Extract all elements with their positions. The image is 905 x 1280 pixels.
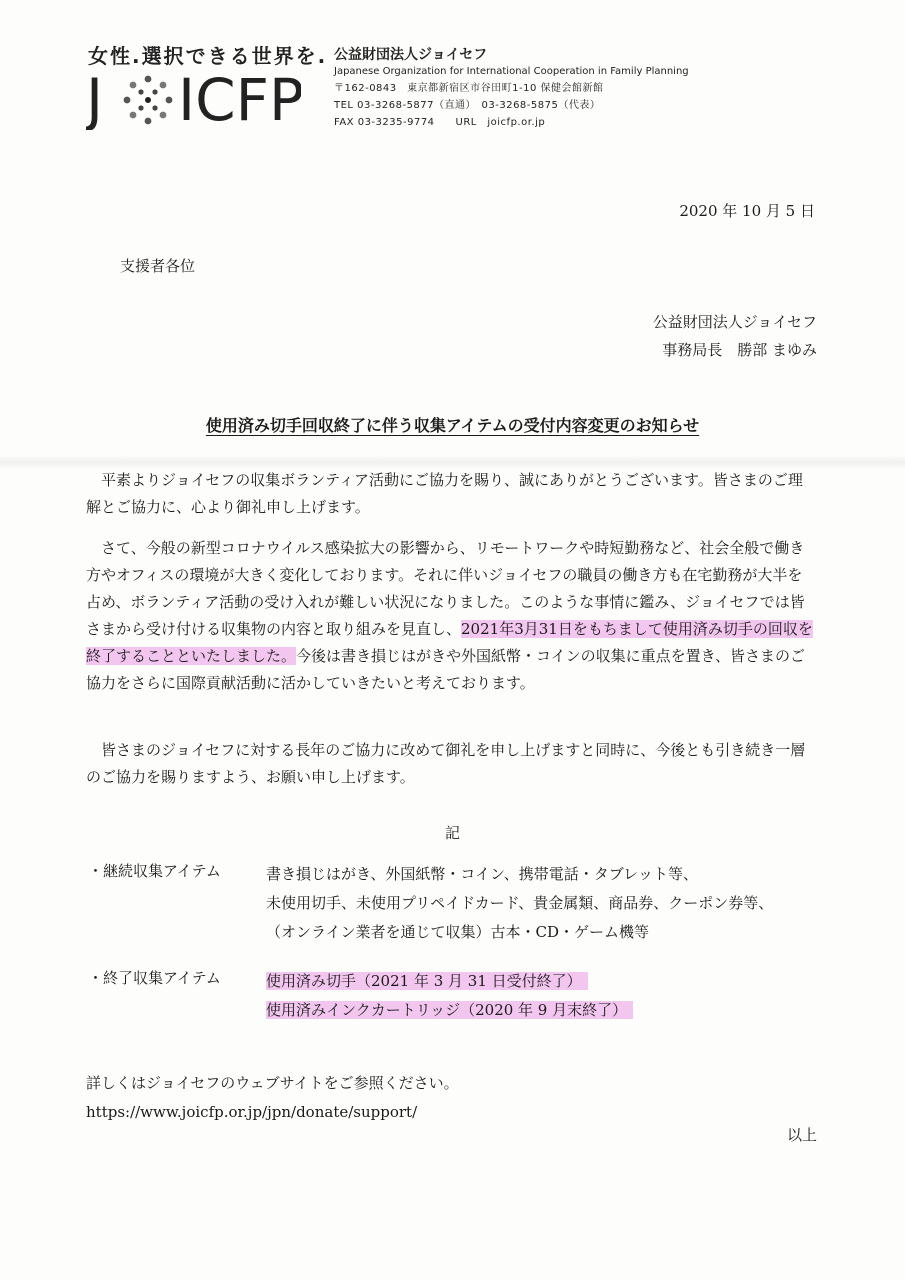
continuing-item-line: 書き損じはがき、外国紙幣・コイン、携帯電話・タブレット等、 — [266, 865, 699, 883]
ki-heading: 記 — [444, 824, 460, 842]
ended-item-line: 使用済みインクカートリッジ（2020 年 9 月末終了） — [266, 1001, 633, 1019]
svg-text:J: J — [86, 66, 104, 130]
ended-items-label: ・終了収集アイテム — [88, 969, 221, 987]
sender-block — [653, 308, 817, 364]
paragraph-closing: 皆さまのジョイセフに対する長年のご協力に改めて御礼を申し上げますと同時に、今後とも引き続き一層のご協力を賜りますよう、お願い申し上げます。 — [86, 741, 806, 786]
addressee: 支援者各位 — [120, 257, 196, 275]
items-list — [88, 860, 773, 1025]
logo-dot-circle-icon — [124, 76, 173, 125]
continuing-items-row — [88, 860, 773, 947]
letter-date: 2020 年 10 月 5 日 — [679, 202, 815, 220]
paragraph-main-part1: さて、今般の新型コロナウイルス感染拡大の影響から、リモートワークや時短勤務など、社会全般で働き方やオフィスの環境が大きく変化しております。それに伴いジョイセフの職員の働き方も在宅勤務が大半を占め、ボランティア活動の受け入れが難しい状況になりました。このような事情に鑑み、ジョイセフでは皆さまから受け付ける収集物の内容と取り組みを見直し、 — [86, 539, 805, 638]
org-tel: TEL 03-3268-5877（直通） 03-3268-5875（代表） — [334, 100, 601, 111]
ended-items-row — [88, 967, 773, 1025]
more-info-block — [86, 1069, 459, 1127]
org-name-en: Japanese Organization for International Cooperation in Family Planning — [334, 66, 689, 77]
ended-item-line: 使用済み切手（2021 年 3 月 31 日受付終了） — [266, 972, 588, 990]
sender-org: 公益財団法人ジョイセフ — [652, 313, 817, 331]
highlighted-end-notice: 2021年3月31日をもちまして使用済み切手の回収を終了することといたしました。 — [86, 620, 813, 665]
tagline: 女性.選択できる世界を. — [88, 44, 328, 68]
sender-name: 事務局長 勝部 まゆみ — [662, 341, 817, 359]
continuing-items-label: ・継続収集アイテム — [88, 862, 221, 880]
website-url: https://www.joicfp.or.jp/jpn/donate/support/ — [86, 1103, 418, 1121]
closing-mark: 以上 — [786, 1126, 817, 1144]
org-info — [334, 44, 689, 128]
more-info-text: 詳しくはジョイセフのウェブサイトをご参照ください。 — [86, 1074, 459, 1092]
paragraph-greeting: 平素よりジョイセフの収集ボランティア活動にご協力を賜り、誠にありがとうございます。皆さまのご理解とご協力に、心より御礼申し上げます。 — [86, 471, 803, 516]
subject-text: 使用済み切手回収終了に伴う収集アイテムの受付内容変更のお知らせ — [205, 416, 700, 435]
org-name-jp: 公益財団法人ジョイセフ — [334, 47, 488, 63]
logo-icon — [86, 66, 301, 130]
ended-items-values — [266, 967, 773, 1025]
continuing-item-line: 未使用切手、未使用プリペイドカード、貴金属類、商品券、クーポン券等、 — [266, 894, 774, 912]
org-address: 〒162-0843 東京都新宿区市谷田町1-10 保健会館新館 — [334, 83, 604, 94]
continuing-items-values — [266, 860, 773, 947]
joicfp-logo — [86, 66, 301, 130]
letter-subject — [0, 413, 905, 436]
org-fax-url: FAX 03-3235-9774 URL joicfp.or.jp — [334, 117, 546, 128]
paragraph-main — [86, 535, 816, 697]
paragraph-main-part2: 今後は書き損じはがきや外国紙幣・コインの収集に重点を置き、皆さまのご協力をさらに国際貢献活動に活かしていきたいと考えております。 — [86, 647, 805, 692]
continuing-item-line: （オンライン業者を通じて収集）古本・CD・ゲーム機等 — [266, 923, 650, 941]
svg-text:ICFP: ICFP — [178, 66, 301, 130]
